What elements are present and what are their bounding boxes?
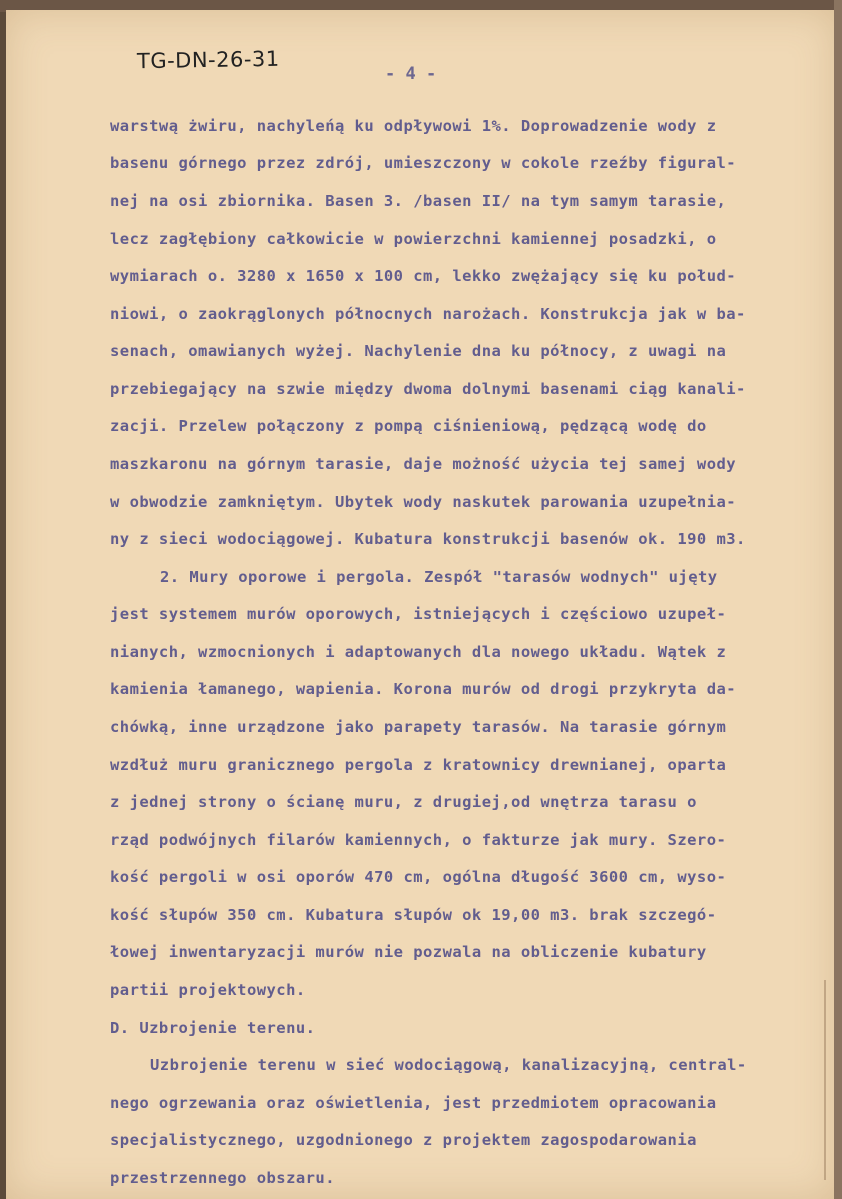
text-line: ny z sieci wodociągowej. Kubatura konstrukcji basenów ok. 190 m3.: [110, 530, 746, 548]
text-line: łowej inwentaryzacji murów nie pozwala na obliczenie kubatury: [110, 943, 707, 961]
text-line: Uzbrojenie terenu w sieć wodociągową, kanalizacyjną, central-: [150, 1056, 747, 1074]
text-line: senach, omawianych wyżej. Nachylenie dna ku północy, z uwagi na: [110, 342, 727, 360]
text-line: lecz zagłębiony całkowicie w powierzchni kamiennej posadzki, o: [110, 230, 717, 248]
text-line: w obwodzie zamkniętym. Ubytek wody naskutek parowania uzupełnia-: [110, 493, 737, 511]
text-line: chówką, inne urządzone jako parapety tarasów. Na tarasie górnym: [110, 718, 727, 736]
text-line: nej na osi zbiornika. Basen 3. /basen II/ na tym samym tarasie,: [110, 192, 727, 210]
text-line: kość słupów 350 cm. Kubatura słupów ok 19,00 m3. brak szczegó-: [110, 906, 717, 924]
text-line: specjalistycznego, uzgodnionego z projektem zagospodarowania: [110, 1131, 697, 1149]
scan-right-border: [834, 0, 842, 1199]
text-line: z jednej strony o ścianę muru, z drugiej,od wnętrza tarasu o: [110, 793, 697, 811]
text-line: nianych, wzmocnionych i adaptowanych dla nowego układu. Wątek z: [110, 643, 727, 661]
text-line: zacji. Przelew połączony z pompą ciśnieniową, pędzącą wodę do: [110, 417, 707, 435]
text-line: niowi, o zaokrąglonych północnych narożach. Konstrukcja jak w ba-: [110, 305, 746, 323]
paper-fold-line: [824, 980, 826, 1180]
section-heading-line: D. Uzbrojenie terenu.: [110, 1019, 316, 1037]
handwritten-reference-number: TG-DN-26-31: [136, 46, 280, 74]
page-number: - 4 -: [385, 64, 437, 84]
text-line: przebiegający na szwie między dwoma dolnymi basenami ciąg kanali-: [110, 380, 746, 398]
text-line: nego ogrzewania oraz oświetlenia, jest przedmiotem opracowania: [110, 1094, 717, 1112]
text-line: basenu górnego przez zdrój, umieszczony w cokole rzeźby figural-: [110, 154, 737, 172]
text-line: warstwą żwiru, nachyleńą ku odpływowi 1%. Doprowadzenie wody z: [110, 117, 717, 135]
text-line: przestrzennego obszaru.: [110, 1169, 335, 1187]
text-line: wymiarach o. 3280 x 1650 x 100 cm, lekko zwężający się ku połud-: [110, 267, 737, 285]
text-line: rząd podwójnych filarów kamiennych, o fakturze jak mury. Szero-: [110, 831, 727, 849]
section-heading-line: 2. Mury oporowe i pergola. Zespół "tarasów wodnych" ujęty: [160, 568, 718, 586]
text-line: jest systemem murów oporowych, istniejących i częściowo uzupeł-: [110, 605, 727, 623]
text-line: wzdłuż muru granicznego pergola z kratownicy drewnianej, oparta: [110, 756, 727, 774]
text-line: kamienia łamanego, wapienia. Korona murów od drogi przykryta da-: [110, 680, 737, 698]
text-line: maszkaronu na górnym tarasie, daje możność użycia tej samej wody: [110, 455, 737, 473]
text-line: kość pergoli w osi oporów 470 cm, ogólna długość 3600 cm, wyso-: [110, 868, 727, 886]
text-line: partii projektowych.: [110, 981, 306, 999]
